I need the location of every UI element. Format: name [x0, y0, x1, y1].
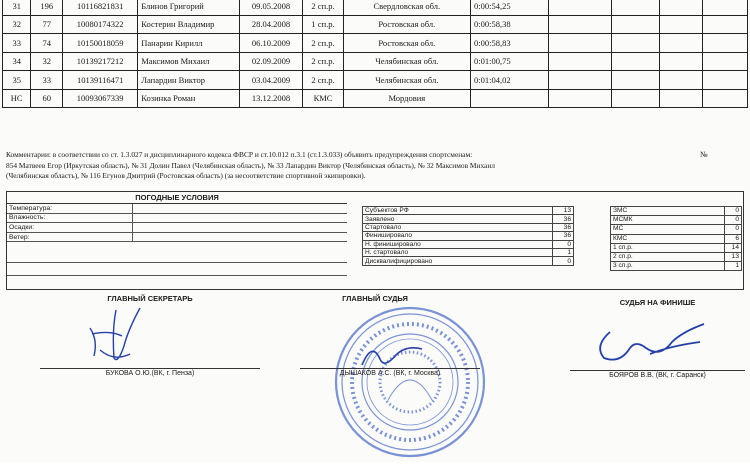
stat-row	[363, 257, 574, 265]
cell-name: Панарин Кирилл	[138, 34, 239, 53]
table-row	[3, 34, 748, 53]
stat-value: 36	[553, 223, 574, 231]
cell-empty	[548, 89, 612, 108]
stat-value: 36	[553, 215, 574, 223]
weather-table	[7, 204, 347, 242]
cell-bib: 32	[31, 52, 63, 71]
cell-empty	[703, 52, 748, 71]
stat-label: Стартовало	[363, 223, 553, 231]
cell-empty	[548, 34, 612, 53]
cell-time: 0:01:00,75	[471, 52, 549, 71]
stat-value: 0	[553, 240, 574, 248]
rank-label: КМС	[611, 234, 725, 243]
cell-region: Ростовская обл.	[343, 15, 470, 34]
cell-empty	[703, 15, 748, 34]
rank-row	[611, 234, 742, 243]
cell-empty	[660, 52, 703, 71]
cell-time: 0:00:54,25	[471, 0, 549, 15]
cell-empty	[660, 0, 703, 15]
cell-code: 10080174322	[63, 15, 138, 34]
cell-region: Свердловская обл.	[343, 0, 470, 15]
rank-label: 3 сп.р.	[611, 262, 725, 271]
cell-region: Ростовская обл.	[343, 34, 470, 53]
cell-time	[471, 89, 549, 108]
stat-row	[363, 223, 574, 231]
cell-bib: 77	[31, 15, 63, 34]
rank-label: 2 сп.р.	[611, 252, 725, 261]
cell-region: Челябинская обл.	[343, 52, 470, 71]
cell-code: 10139217212	[63, 52, 138, 71]
conditions-panel	[6, 191, 744, 290]
rank-label: 1 сп.р.	[611, 243, 725, 252]
stat-label: Финишировало	[363, 232, 553, 240]
weather-label: Влажность:	[7, 213, 133, 223]
cell-bib: 33	[31, 71, 63, 90]
weather-row	[7, 204, 347, 213]
results-table	[2, 0, 748, 108]
table-row	[3, 52, 748, 71]
secretary-name: БУКОВА О.Ю.(ВК, г. Пенза)	[40, 368, 260, 377]
weather-value	[133, 204, 348, 213]
rank-value: 6	[725, 234, 742, 243]
number-mark: №	[700, 150, 708, 159]
secretary-signature	[70, 300, 160, 370]
cell-dob: 13.12.2008	[239, 89, 303, 108]
weather-value	[133, 232, 348, 242]
rank-value: 13	[725, 252, 742, 261]
cell-time: 0:01:04,02	[471, 71, 549, 90]
stat-row	[363, 240, 574, 248]
secretary-title: ГЛАВНЫЙ СЕКРЕТАРЬ	[107, 294, 193, 303]
weather-blank-lines	[7, 250, 347, 276]
cell-empty	[548, 71, 612, 90]
cell-dob: 28.04.2008	[239, 15, 303, 34]
cell-region: Мордовия	[343, 89, 470, 108]
rank-label: ЗМС	[611, 207, 725, 216]
rank-value: 0	[725, 225, 742, 234]
cell-empty	[548, 52, 612, 71]
cell-empty	[612, 89, 660, 108]
cell-place: НС	[3, 89, 31, 108]
cell-name: Максимов Михаил	[138, 52, 239, 71]
finish-judge-name: БОЯРОВ В.В. (ВК, г. Саранск)	[570, 370, 745, 379]
weather-title: ПОГОДНЫЕ УСЛОВИЯ	[7, 192, 347, 204]
stat-value: 13	[553, 207, 574, 215]
stat-value: 36	[553, 232, 574, 240]
cell-place: 33	[3, 34, 31, 53]
weather-value	[133, 213, 348, 223]
cell-empty	[660, 71, 703, 90]
rank-row	[611, 216, 742, 225]
stat-row	[363, 232, 574, 240]
official-seal	[318, 300, 508, 465]
cell-empty	[660, 34, 703, 53]
cell-bib: 60	[31, 89, 63, 108]
cell-empty	[548, 0, 612, 15]
stat-label: Н. финишировало	[363, 240, 553, 248]
cell-name: Козинка Роман	[138, 89, 239, 108]
finish-judge-signature	[590, 318, 710, 368]
cell-empty	[703, 71, 748, 90]
cell-name: Блинов Григорий	[138, 0, 239, 15]
cell-code: 10150018059	[63, 34, 138, 53]
cell-empty	[612, 15, 660, 34]
cell-rank: 2 сп.р.	[303, 71, 343, 90]
rank-value: 14	[725, 243, 742, 252]
rank-row	[611, 262, 742, 271]
judge-name: ДЫШАКОВ А.С. (ВК, г. Москва)	[300, 368, 480, 377]
weather-label: Осадки:	[7, 223, 133, 233]
rank-row	[611, 207, 742, 216]
cell-code: 10093067339	[63, 89, 138, 108]
rank-value: 1	[725, 262, 742, 271]
cell-dob: 02.09.2009	[239, 52, 303, 71]
ranks-table	[610, 206, 742, 271]
weather-row	[7, 223, 347, 233]
cell-bib: 196	[31, 0, 63, 15]
cell-code: 10139116471	[63, 71, 138, 90]
cell-empty	[612, 52, 660, 71]
cell-rank: 2 сп.р.	[303, 52, 343, 71]
weather-row	[7, 213, 347, 223]
rank-label: МСМК	[611, 216, 725, 225]
stat-row	[363, 248, 574, 256]
stat-row	[363, 215, 574, 223]
stat-label: Н. стартовало	[363, 248, 553, 256]
cell-empty	[612, 0, 660, 15]
table-row	[3, 89, 748, 108]
stat-value: 0	[553, 257, 574, 265]
cell-empty	[548, 15, 612, 34]
cell-dob: 06.10.2009	[239, 34, 303, 53]
table-row	[3, 0, 748, 15]
cell-empty	[703, 89, 748, 108]
cell-place: 35	[3, 71, 31, 90]
cell-empty	[612, 71, 660, 90]
weather-label: Температура:	[7, 204, 133, 213]
cell-dob: 03.04.2009	[239, 71, 303, 90]
comments-block	[6, 150, 696, 182]
finish-judge-title: СУДЬЯ НА ФИНИШЕ	[619, 298, 696, 307]
table-row	[3, 71, 748, 90]
cell-place: 31	[3, 0, 31, 15]
table-row	[3, 15, 748, 34]
stat-row	[363, 207, 574, 215]
rank-row	[611, 225, 742, 234]
cell-place: 32	[3, 15, 31, 34]
stat-label: Заявлено	[363, 215, 553, 223]
stat-value: 1	[553, 248, 574, 256]
cell-empty	[703, 34, 748, 53]
weather-label: Ветер:	[7, 232, 133, 242]
cell-bib: 74	[31, 34, 63, 53]
comment-line: (Челябинская область), № 116 Егунов Дмитрий (Ростовская область) (за несоответствие спортивной экипировки).	[6, 171, 366, 180]
comment-line: Комментарии: в соответствии со ст. 1.3.027 и дисциплинарного кодекса ФВСР и ст.10.012 п.3.1 (ст.1.3.033) объявить предупреждения спортсменам:	[6, 150, 473, 159]
rank-value: 0	[725, 207, 742, 216]
rank-row	[611, 243, 742, 252]
cell-name: Костерин Владимир	[138, 15, 239, 34]
seal-graphic	[318, 300, 508, 460]
cell-empty	[612, 34, 660, 53]
cell-empty	[660, 89, 703, 108]
comment-line: 854 Матвеев Егор (Иркутская область), № 31 Долин Павел (Челябинская область), № 33 Лапардин Виктор (Челябинская область), № 32 Максимов Михаил	[6, 160, 495, 170]
cell-place: 34	[3, 52, 31, 71]
rank-row	[611, 252, 742, 261]
stat-label: Дисквалифицировано	[363, 257, 553, 265]
stat-label: Субъектов РФ	[363, 207, 553, 215]
cell-time: 0:00:58,83	[471, 34, 549, 53]
cell-rank: КМС	[303, 89, 343, 108]
cell-code: 10116821831	[63, 0, 138, 15]
statistics-table	[362, 206, 574, 266]
cell-dob: 09.05.2008	[239, 0, 303, 15]
cell-rank: 2 сп.р.	[303, 0, 343, 15]
weather-value	[133, 223, 348, 233]
rank-value: 0	[725, 216, 742, 225]
cell-region: Челябинская обл.	[343, 71, 470, 90]
cell-rank: 2 сп.р.	[303, 34, 343, 53]
cell-time: 0:00:58,38	[471, 15, 549, 34]
cell-empty	[703, 0, 748, 15]
cell-rank: 1 сп.р.	[303, 15, 343, 34]
judge-title: ГЛАВНЫЙ СУДЬЯ	[342, 294, 408, 303]
weather-row	[7, 232, 347, 242]
rank-label: МС	[611, 225, 725, 234]
cell-name: Лапардин Виктор	[138, 71, 239, 90]
cell-empty	[660, 15, 703, 34]
